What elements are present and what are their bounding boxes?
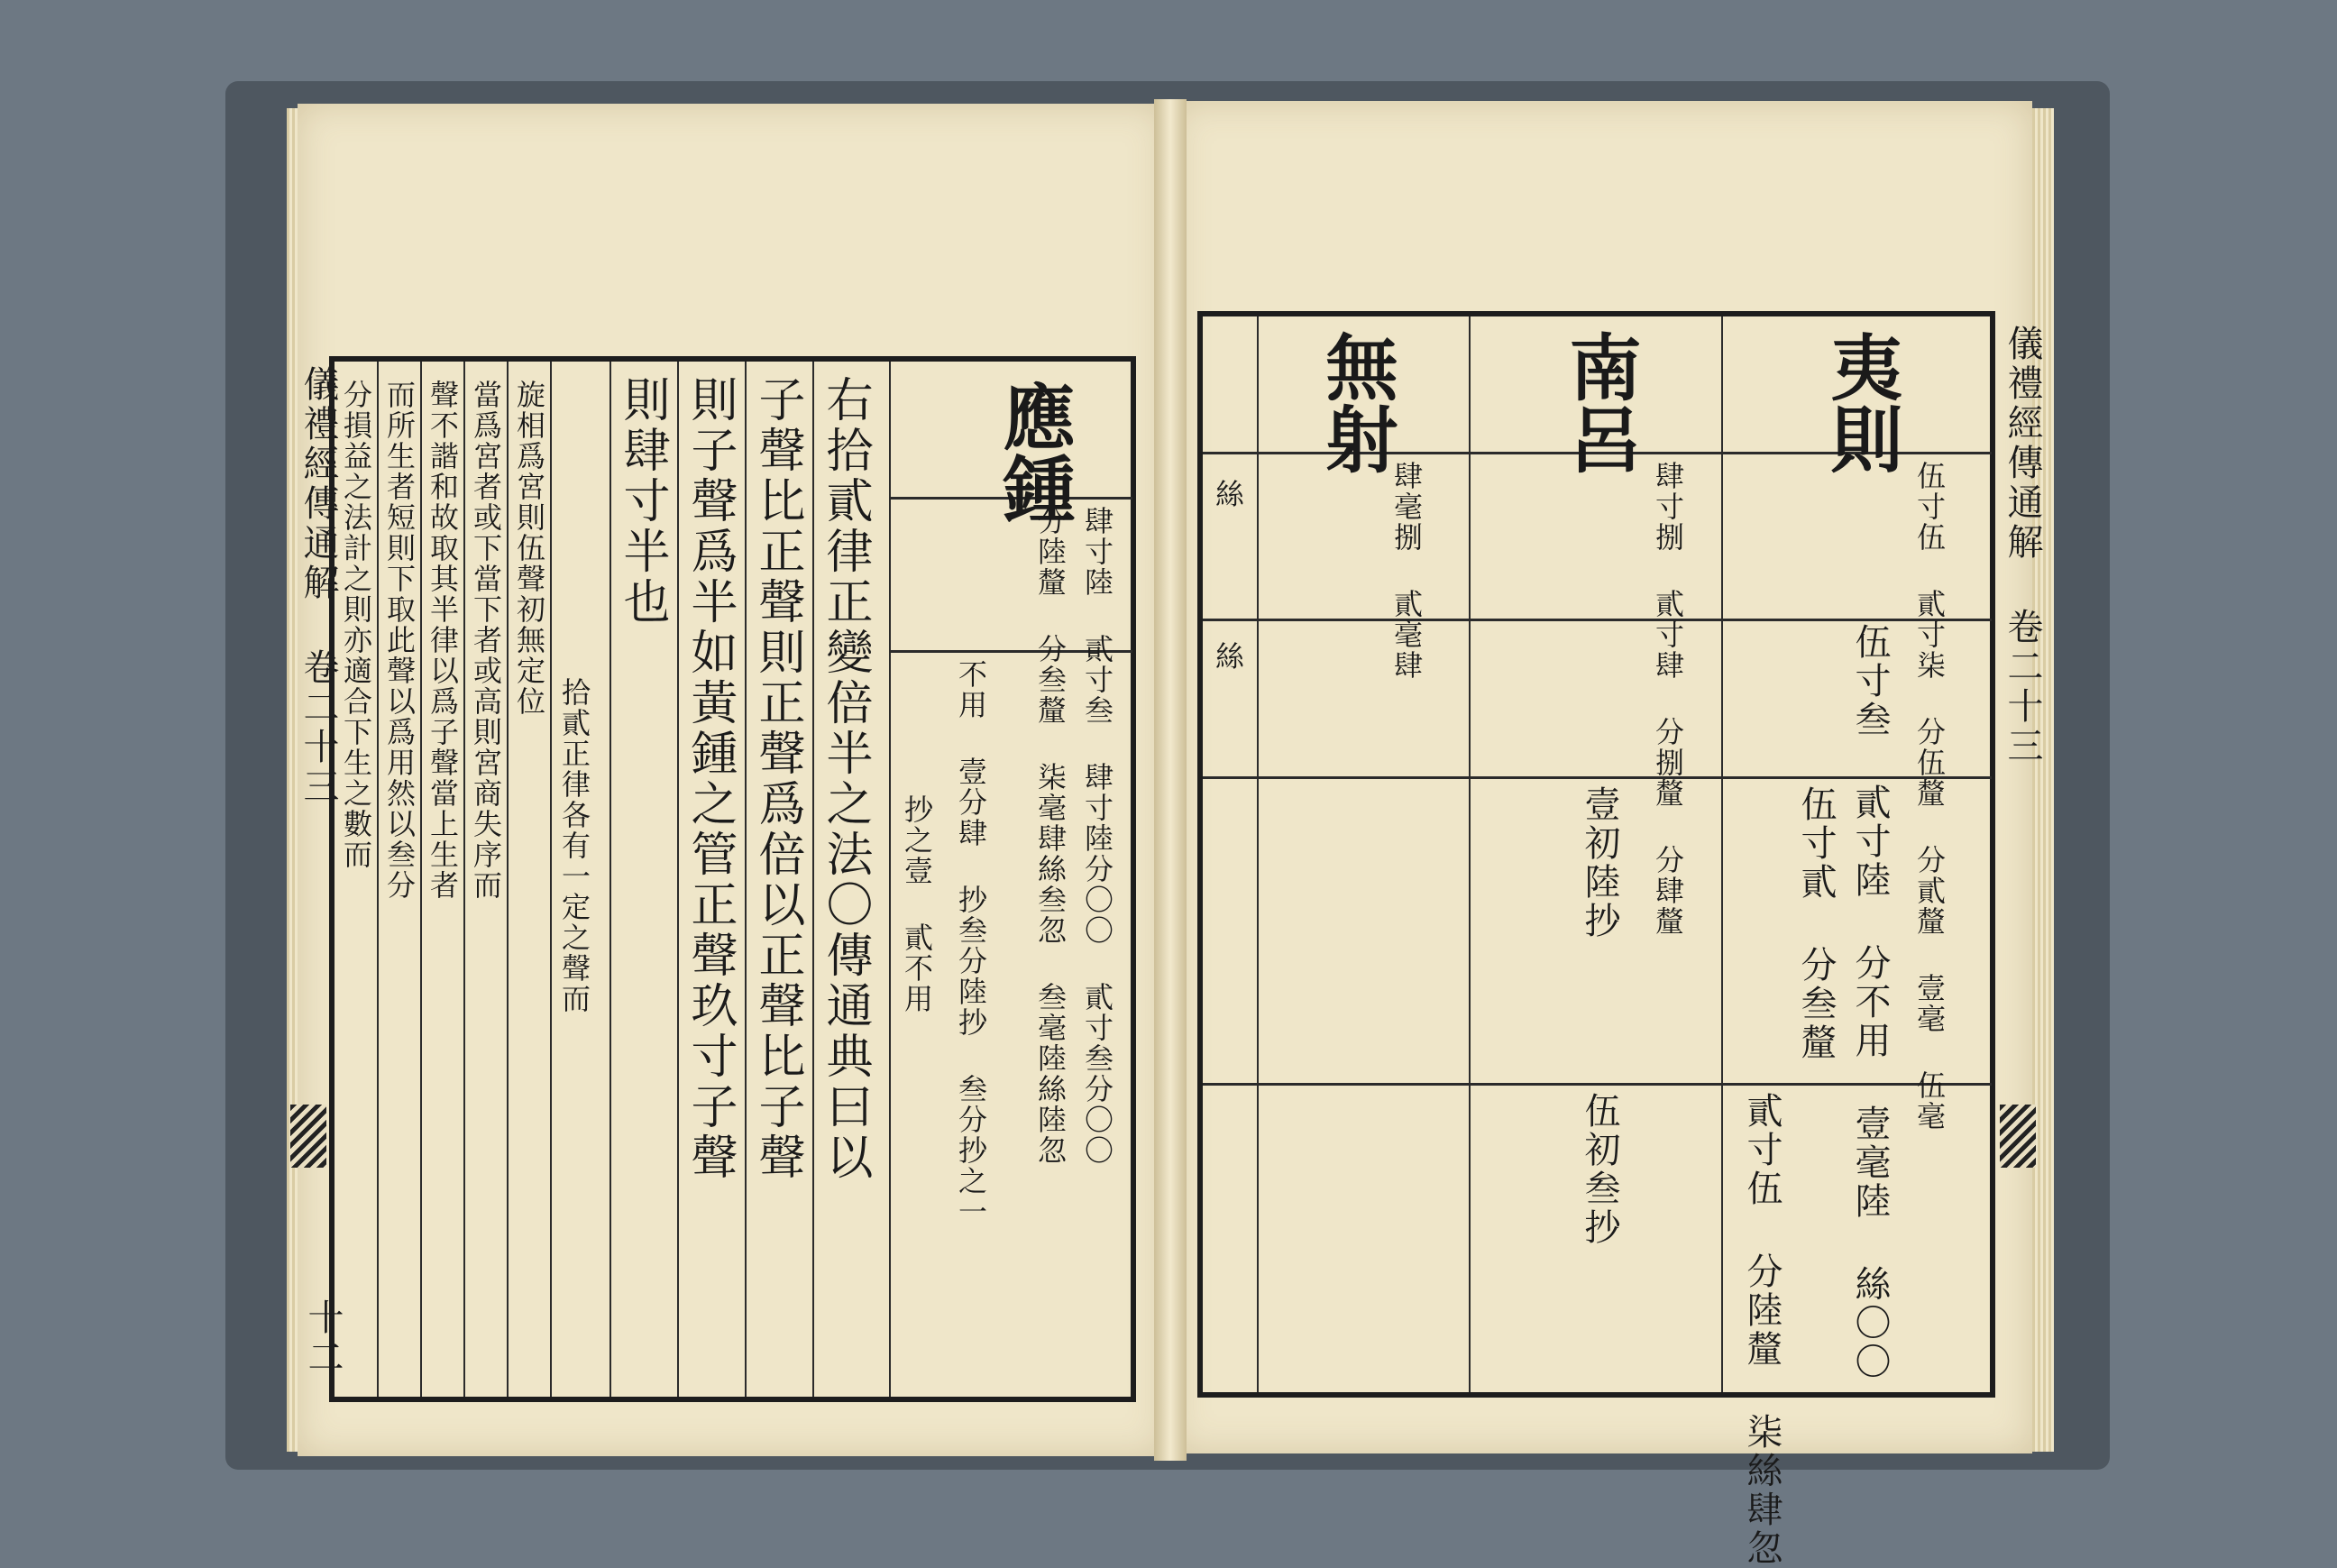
main-text-line: 子聲比正聲則正聲爲倍以正聲比子聲: [750, 375, 804, 1183]
table-cell: 貳寸伍 分陸釐 柒絲肆忽: [1741, 1092, 1783, 1568]
right-page-header: 儀禮經傳通解 卷二十三: [2002, 325, 2043, 766]
row-label: 絲: [1211, 641, 1245, 672]
commentary-line: 拾貳正律各有一定之聲而: [557, 677, 591, 1014]
column-rule: [377, 362, 379, 1397]
left-text-frame: [329, 356, 1136, 1402]
main-text-line: 則肆寸半也: [615, 375, 669, 628]
left-folio-number: 十二: [302, 1298, 344, 1378]
main-text-line: 右拾貳律正變倍半之法〇傳通典曰以: [818, 375, 872, 1183]
column-rule: [609, 362, 611, 1397]
main-text-line: 則子聲爲半如黃鍾之管正聲玖寸子聲: [683, 375, 737, 1183]
right-table-frame: [1197, 311, 1995, 1568]
table-cell: 抄之壹 貳不用: [900, 794, 934, 1014]
left-page-header: 儀禮經傳通解 卷二十三: [298, 365, 339, 807]
table-border: [889, 362, 891, 1397]
table-header-nanlu: 南呂: [1557, 330, 1642, 474]
commentary-line: 旋相爲宮則伍聲初無定位: [512, 380, 546, 717]
table-cell: 肆寸捌 貳寸肆 分捌釐 分肆釐: [1651, 461, 1685, 937]
table-cell: 伍寸伍 貳寸柒 分伍釐 分貳釐 壹毫 伍毫: [1912, 461, 1947, 1132]
table-cell: 伍寸貳 分叁釐: [1795, 785, 1837, 1062]
column-rule: [463, 362, 465, 1397]
fish-tail-ornament: [290, 1105, 326, 1168]
row-label: 絲: [1211, 479, 1245, 509]
column-rule: [812, 362, 814, 1397]
table-cell: 伍寸叁 貳寸陸 分不用 壹毫陸 絲〇〇: [1849, 623, 1891, 1381]
table-header-yingzhong: 應鍾: [991, 380, 1076, 524]
column-rule: [677, 362, 679, 1397]
column-rule: [550, 362, 552, 1397]
commentary-line: 當爲宮者或下當下者或高則宮商失序而: [469, 380, 503, 901]
column-rule: [745, 362, 747, 1397]
table-cell: 不用 壹分肆 抄叁分陸抄 叁分抄之一: [954, 659, 988, 1227]
commentary-line: 分損益之法計之則亦適合下生之數而: [339, 380, 373, 870]
table-cell: 伍初叁抄: [1579, 1092, 1620, 1247]
table-rule: [1203, 619, 1992, 621]
book-gutter: [1154, 99, 1187, 1461]
table-cell: 分陸釐 分叁釐 柒毫肆絲叁忽 叁毫陸絲陸忽: [1033, 506, 1068, 1166]
commentary-line: 聲不諧和故取其半律以爲子聲當上生者: [426, 380, 460, 901]
table-header-yize: 夷則: [1819, 330, 1903, 474]
column-rule: [507, 362, 509, 1397]
table-cell: 肆毫捌 貳毫肆: [1389, 461, 1424, 681]
column-rule: [1257, 316, 1259, 1392]
column-rule: [420, 362, 422, 1397]
fish-tail-ornament: [2000, 1105, 2036, 1168]
column-rule: [1469, 316, 1471, 1392]
column-rule: [1721, 316, 1723, 1392]
table-cell: 肆寸陸 貳寸叁 肆寸陸分〇〇 貳寸叁分〇〇: [1080, 506, 1114, 1166]
commentary-line: 而所生者短則下取此聲以爲用然以叁分: [382, 380, 417, 901]
table-cell: 壹初陸抄: [1579, 785, 1620, 940]
table-header-wuyi: 無射: [1314, 330, 1398, 474]
